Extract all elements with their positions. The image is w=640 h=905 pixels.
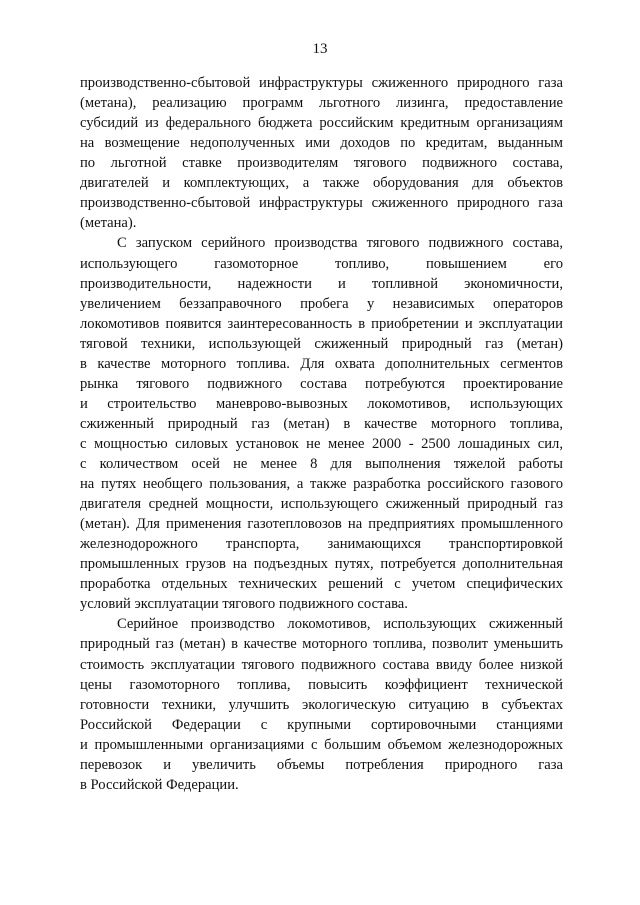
- text-line: по льготной ставке производителям тягового подвижного состава,: [80, 155, 563, 172]
- text-line: в качестве моторного топлива. Для охвата дополнительных сегментов: [80, 355, 563, 372]
- text-line: субсидий из федерального бюджета российским кредитным организациям: [80, 115, 563, 132]
- text-line: сжиженный природный газ (метан) в качестве моторного топлива,: [80, 415, 563, 432]
- text-line: двигателей и комплектующих, а также оборудования для объектов: [80, 175, 563, 192]
- text-line: двигателя средней мощности, использующего сжиженный природный газ: [80, 496, 563, 513]
- text-line: (метана).: [80, 215, 137, 232]
- text-line: железнодорожного транспорта, занимающихся транспортировкой: [80, 536, 563, 553]
- text-line: с мощностью силовых установок не менее 2000 - 2500 лошадиных сил,: [80, 435, 563, 452]
- text-line: рынка тягового подвижного состава потребуются проектирование: [80, 375, 563, 392]
- text-line: перевозок и увеличить объемы потребления природного газа: [80, 756, 563, 773]
- text-line: цены газомоторного топлива, повысить коэффициент технической: [80, 676, 563, 693]
- text-line: (метан). Для применения газотепловозов на предприятиях промышленного: [80, 516, 563, 533]
- text-line: Российской Федерации с крупными сортировочными станциями: [80, 716, 563, 733]
- text-line: производительности, надежности и топливной экономичности,: [80, 275, 563, 292]
- text-line: с количеством осей не менее 8 для выполнения тяжелой работы: [80, 455, 563, 472]
- text-line: С запуском серийного производства тягового подвижного состава,: [117, 235, 563, 252]
- text-line: в Российской Федерации.: [80, 776, 239, 793]
- text-line: производственно-сбытовой инфраструктуры сжиженного природного газа: [80, 195, 563, 212]
- text-line: на путях необщего пользования, а также разработка российского газового: [80, 476, 563, 492]
- text-line: (метана), реализацию программ льготного лизинга, предоставление: [80, 95, 563, 111]
- text-line: на возмещение недополученных ими доходов по кредитам, выданным: [80, 135, 563, 152]
- text-line: локомотивов появится заинтересованность в приобретении и эксплуатации: [80, 315, 563, 332]
- text-line: готовности техники, улучшить экологическую ситуацию в субъектах: [80, 696, 563, 713]
- text-line: тяговой техники, использующей сжиженный природный газ (метан): [80, 335, 563, 352]
- text-line: производственно-сбытовой инфраструктуры сжиженного природного газа: [80, 75, 563, 91]
- text-line: условий эксплуатации тягового подвижного состава.: [80, 596, 408, 613]
- text-line: использующего газомоторное топливо, повышением его: [80, 255, 563, 272]
- page-number: 13: [312, 41, 328, 57]
- text-line: проработка отдельных технических решений с учетом специфических: [80, 576, 563, 593]
- text-line: увеличением беззаправочного пробега у независимых операторов: [80, 295, 563, 312]
- text-line: Серийное производство локомотивов, использующих сжиженный: [117, 616, 563, 633]
- text-line: стоимость эксплуатации тягового подвижного состава ввиду более низкой: [80, 656, 563, 673]
- text-line: и строительство маневрово-вывозных локомотивов, использующих: [80, 395, 563, 412]
- text-line: и промышленными организациями с большим объемом железнодорожных: [80, 736, 563, 753]
- text-line: природный газ (метан) в качестве моторного топлива, позволит уменьшить: [80, 636, 563, 653]
- text-line: промышленных грузов на подъездных путях, потребуется дополнительная: [80, 556, 563, 573]
